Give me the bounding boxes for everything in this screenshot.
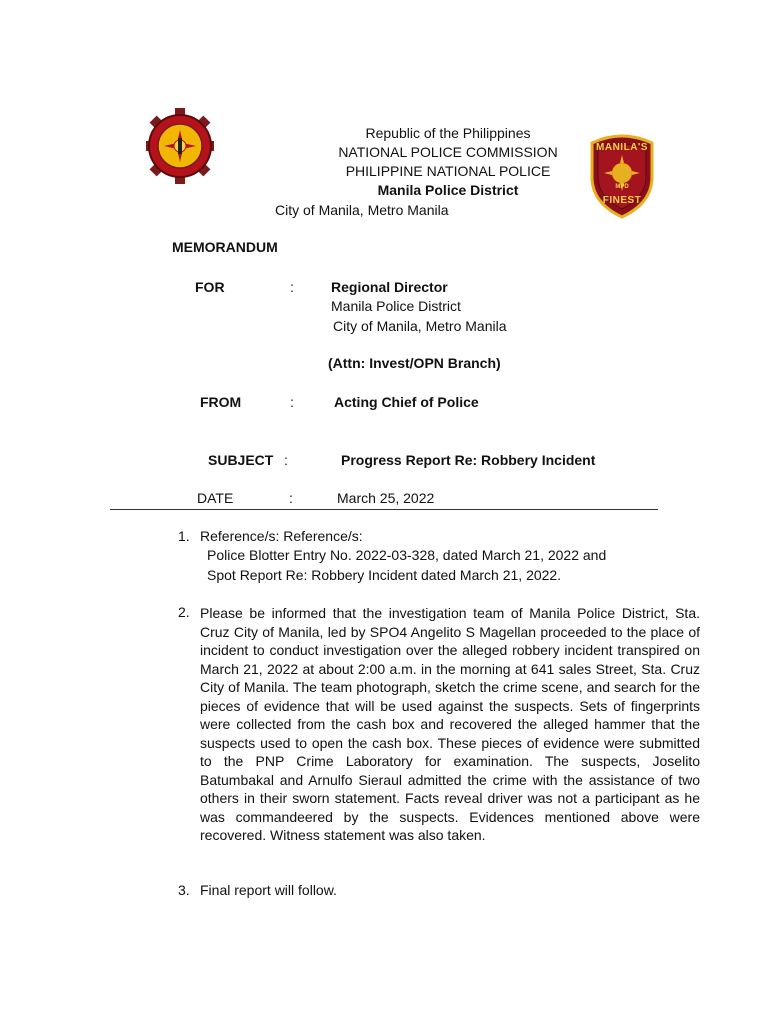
subject-label: SUBJECT <box>208 452 274 468</box>
badge-text-bottom: FINEST <box>602 195 642 206</box>
header-divider <box>110 509 658 510</box>
from-label: FROM <box>200 394 242 410</box>
from-colon: : <box>290 394 294 410</box>
item3-number: 3. <box>178 882 190 898</box>
from-value: Acting Chief of Police <box>334 394 479 410</box>
badge-text-small: MPD <box>615 184 629 190</box>
date-value: March 25, 2022 <box>337 490 435 506</box>
item2-number: 2. <box>178 604 190 620</box>
attn-line: (Attn: Invest/OPN Branch) <box>328 355 501 371</box>
date-colon: : <box>289 490 293 506</box>
item1-spot-report-line: Spot Report Re: Robbery Incident dated March 21, 2022. <box>207 567 562 583</box>
item1-blotter-line: Police Blotter Entry No. 2022-03-328, dated March 21, 2022 and <box>207 547 607 563</box>
item2-paragraph: Please be informed that the investigation team of Manila Police District, Sta. Cruz City of Manila, led by SPO4 Angelito S Magellan proceeded to the place of incident to conduct investigation over the alleged robbery incident transpired on March 21, 2022 at about 2:00 a.m. in the morning at 641 sales Street, Sta. Cruz City of Manila. The team photograph, sketch the crime scene, and search for the pieces of evidence that will be used against the suspects. Sets of fingerprints were collected from the cash box and recovered the alleged hammer that the suspects used to open the cash box. These pieces of evidence were submitted to the PNP Crime Laboratory for examination. The suspects, Joselito Batumbakal and Arnulfo Sieraul admitted the crime with the assistance of two others in their sworn statement. Facts reveal driver was not a participant as he was commandeered by the suspects. Evidences mentioned above were recovered. Witness statement was also taken. <box>200 605 700 843</box>
subject-value: Progress Report Re: Robbery Incident <box>341 452 596 468</box>
item3-text: Final report will follow. <box>200 882 337 898</box>
date-label: DATE <box>197 490 234 506</box>
header-district: Manila Police District <box>377 182 519 198</box>
memo-title: MEMORANDUM <box>172 239 278 255</box>
for-label: FOR <box>195 279 225 295</box>
for-colon: : <box>290 279 294 295</box>
subject-colon: : <box>284 452 288 468</box>
item1-number: 1. <box>178 528 190 544</box>
header-napolcom: NATIONAL POLICE COMMISSION <box>338 144 558 160</box>
for-recipient: Regional Director <box>331 279 448 295</box>
for-recipient-office: Manila Police District <box>331 298 461 314</box>
pnp-seal-logo <box>146 104 214 186</box>
header-city: City of Manila, Metro Manila <box>275 202 449 218</box>
item1-reference-heading: Reference/s: Reference/s: <box>200 528 363 544</box>
badge-text-top: MANILA'S <box>596 142 648 153</box>
header-pnp: PHILIPPINE NATIONAL POLICE <box>345 163 551 179</box>
for-recipient-city: City of Manila, Metro Manila <box>333 318 507 334</box>
header-country: Republic of the Philippines <box>365 125 531 141</box>
